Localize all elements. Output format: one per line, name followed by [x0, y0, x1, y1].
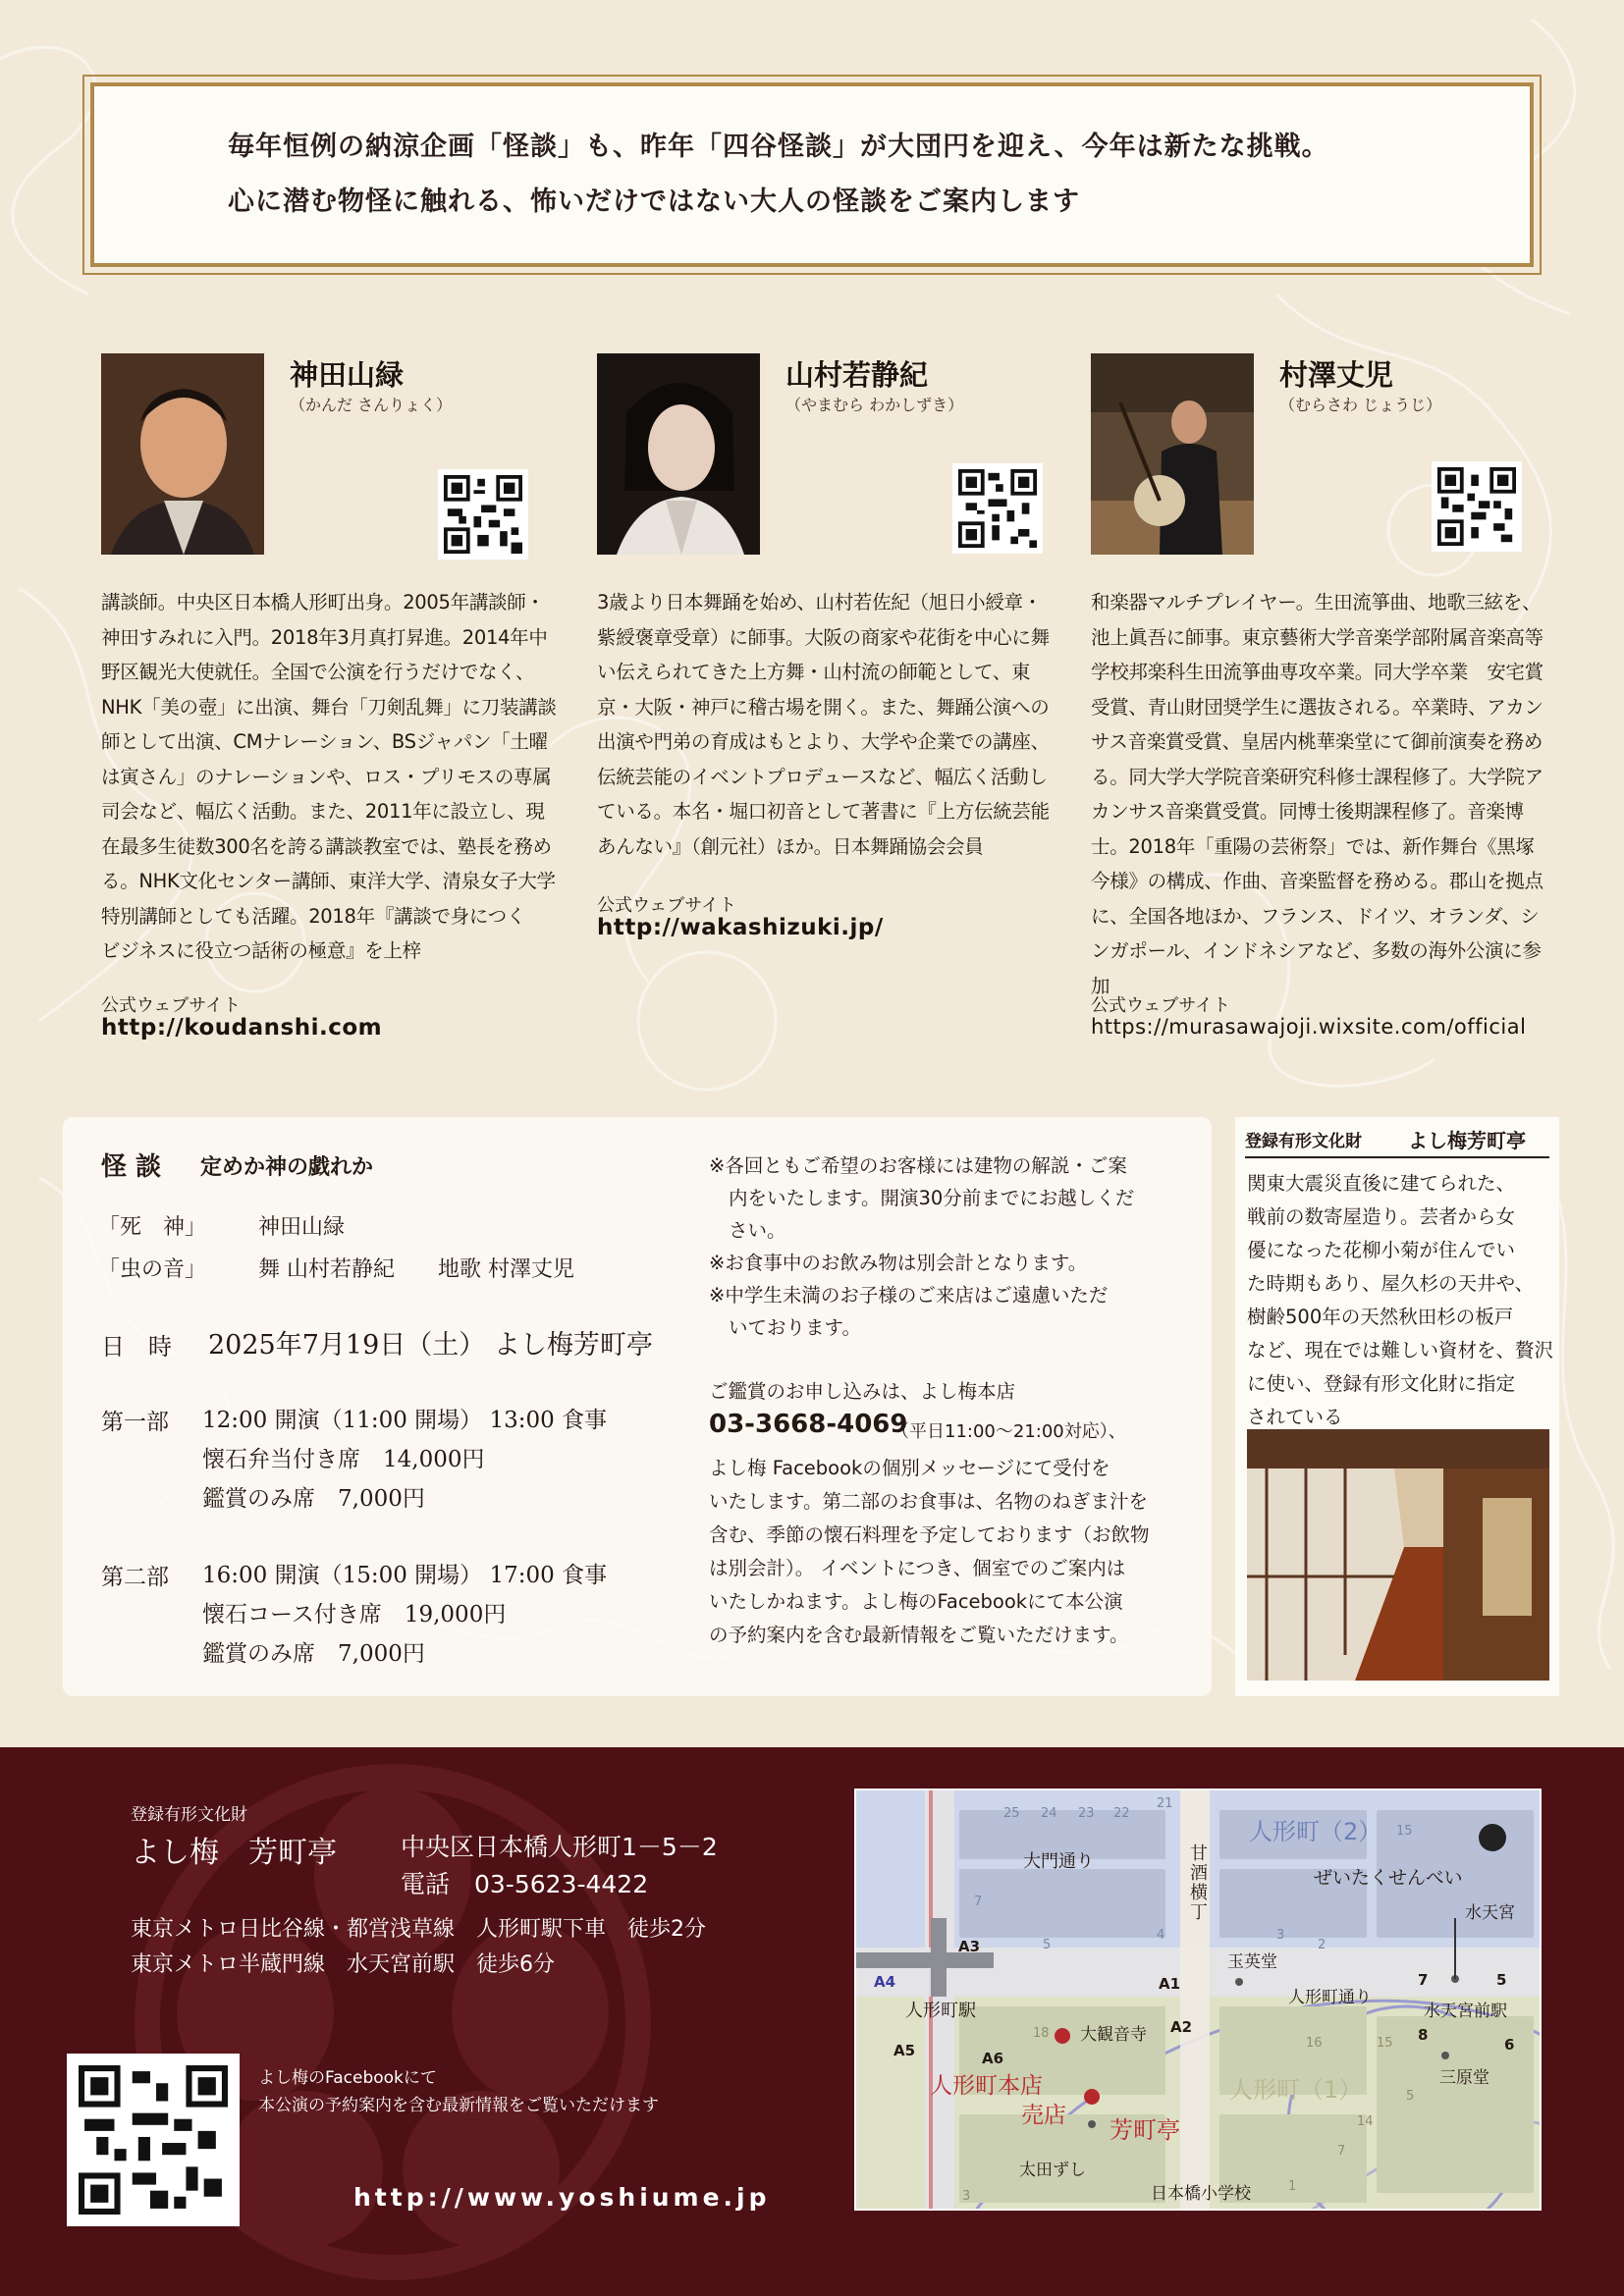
body-line-3: 含む、季節の懐石料理を予定しております（お飲物: [709, 1523, 1150, 1546]
phone-hours: （平日11:00～21:00対応）、: [892, 1421, 1126, 1442]
note-1b: 内をいたします。開演30分前までにお越しくだ: [729, 1187, 1135, 1209]
map-block-2: 2: [1318, 1938, 1326, 1952]
map-yoshimachi-tei: 芳町亭: [1110, 2116, 1180, 2144]
map-block-7b: 7: [1337, 2144, 1346, 2159]
program-subtitle: 定めか神の戯れか: [200, 1154, 374, 1180]
performer-photo: [1091, 353, 1254, 555]
divider: [1245, 1156, 1549, 1158]
apply-text: ご鑑賞のお申し込みは、よし梅本店: [709, 1380, 1016, 1403]
map-daikannonji: 大観音寺: [1080, 2025, 1147, 2045]
footer-address: 中央区日本橋人形町1－5－2: [401, 1833, 718, 1861]
footer-phone[interactable]: 電話 03-5623-4422: [401, 1870, 649, 1898]
map-block-5b: 5: [1406, 2089, 1415, 2104]
map-block-4: 4: [1157, 1928, 1165, 1943]
facebook-note-2: 本公演の予約案内を含む最新情報をご覧いただけます: [258, 2096, 659, 2115]
map-amazake-2: 酒: [1190, 1863, 1208, 1884]
map-zeitaku-senbei: ぜいたくせんべい: [1314, 1867, 1463, 1889]
map-amazake-3: 横: [1190, 1883, 1208, 1903]
performer-bio: 和楽器マルチプレイヤー。生田流箏曲、地歌三絃を、池上眞吾に師事。東京藝術大学音楽学部附属音楽高等学校邦楽科生田流箏曲専攻卒業。同大学卒業 安宅賞受賞、青山財団奨学生に選抜される。卒業時、アカンサス音楽賞受賞、皇居内桃華楽堂にて御前演奏を務める。同大学大学院音楽研究科修士課程修了。大学院アカンサス音楽賞受賞。同博士後期課程修了。音楽博士。2018年「重陽の芸術祭」では、新作舞台《黒塚今様》の構成、作曲、音楽監督を務める。郡山を拠点に、全国各地ほか、フランス、ドイツ、オランダ、シンガポール、インドネシアなど、多数の海外公演に参加: [1091, 591, 1543, 997]
map-amazake-4: 丁: [1190, 1902, 1208, 1923]
part-2-label: 第二部: [101, 1565, 169, 1590]
intro-line-2: 心に潜む物怪に触れる、怖いだけではない大人の怪談をご案内します: [228, 187, 1080, 217]
website-url[interactable]: http://www.yoshiume.jp: [353, 2183, 771, 2212]
map-exit-a4: A4: [874, 1973, 896, 1991]
website-link[interactable]: http://wakashizuki.jp/: [597, 915, 884, 940]
venue-line-1: 関東大震災直後に建てられた、: [1247, 1172, 1516, 1195]
map-ningyocho-dori: 人形町通り: [1288, 1988, 1372, 2007]
part-1-label: 第一部: [101, 1410, 169, 1435]
program-item-2-cast: 舞 山村若静紀 地歌 村澤丈児: [258, 1257, 574, 1282]
body-line-6: の予約案内を含む最新情報をご覧いただけます。: [709, 1624, 1129, 1646]
map-block-25: 25: [1003, 1806, 1020, 1821]
note-3a: ※中学生未満のお子様のご来店はご遠慮いただ: [709, 1284, 1109, 1307]
map-school: 日本橋小学校: [1151, 2184, 1251, 2204]
venue-card-tag: 登録有形文化財: [1245, 1132, 1362, 1151]
map-daimon-dori: 大門通り: [1023, 1851, 1094, 1872]
performer-photo: [101, 353, 264, 555]
map-block-5: 5: [1043, 1938, 1052, 1952]
map-exit-a6: A6: [982, 2050, 1004, 2067]
map-block-7: 7: [974, 1895, 983, 1909]
intro-line-1: 毎年恒例の納涼企画「怪談」も、昨年「四谷怪談」が大団円を迎え、今年は新たな挑戦。: [228, 132, 1329, 162]
venue-line-2: 戦前の数寄屋造り。芸者から女: [1247, 1205, 1516, 1228]
venue-card: [1235, 1117, 1559, 1696]
date-value: 2025年7月19日（土） よし梅芳町亭: [208, 1330, 653, 1361]
part-2-seat-2: 鑑賞のみ席 7,000円: [202, 1641, 425, 1667]
part-1-time: 12:00 開演（11:00 開場） 13:00 食事: [202, 1408, 608, 1433]
venue-line-7: に使い、登録有形文化財に指定: [1247, 1372, 1516, 1395]
body-line-4: は別会計）。 イベントにつき、個室でのご案内は: [709, 1557, 1126, 1579]
map-exit-6: 6: [1504, 2036, 1515, 2054]
part-2-seat-1: 懐石コース付き席 19,000円: [202, 1602, 507, 1628]
intro-box: [90, 82, 1534, 267]
map-block-3: 3: [1276, 1928, 1285, 1943]
map-exit-a5: A5: [893, 2042, 916, 2059]
map-block-24: 24: [1041, 1806, 1057, 1821]
map-honten: 人形町本店: [930, 2073, 1043, 2099]
body-line-2: いたします。第二部のお食事は、名物のねぎま汁を: [709, 1490, 1148, 1513]
map-amazake-1: 甘: [1190, 1843, 1208, 1864]
website-link[interactable]: https://murasawajoji.wixsite.com/official: [1091, 1015, 1527, 1039]
program-item-1-title: 「死 神」: [98, 1215, 207, 1240]
site-label: 公式ウェブサイト: [1091, 995, 1231, 1016]
facebook-qr-code[interactable]: [67, 2054, 240, 2226]
map-sanbara-do: 三原堂: [1439, 2068, 1489, 2088]
map-suitengu: 水天宮: [1465, 1903, 1515, 1923]
footer-venue-name: よし梅 芳町亭: [131, 1836, 337, 1870]
corridor-photo: [1247, 1429, 1549, 1681]
map-area-1: 人形町（1）: [1229, 2076, 1363, 2104]
venue-line-3: 優になった花柳小菊が住んでい: [1247, 1239, 1516, 1261]
map-block-15: 15: [1396, 1824, 1413, 1839]
performer-bio: 講談師。中央区日本橋人形町出身。2005年講談師・神田すみれに入門。2018年3月真打昇進。2014年中野区観光大使就任。全国で公演を行うだけでなく、NHK「美の壺」に出演、舞台「刀剣乱舞」に刀装講談師として出演、CMナレーション、BSジャパン「土曜は寅さん」のナレーションや、ロス・プリモスの専属司会など、幅広く活動。また、2011年に設立し、現在最多生徒数300名を誇る講談教室では、塾長を務める。NHK文化センター講師、東洋大学、清泉女子大学特別講師としても活躍。2018年『講談で身につく ビジネスに役立つ話術の極意』を上梓: [101, 591, 557, 962]
performer-name: 神田山緑: [290, 358, 405, 392]
part-2-time: 16:00 開演（15:00 開場） 17:00 食事: [202, 1563, 608, 1588]
map-exit-a3: A3: [958, 1938, 981, 1955]
website-link[interactable]: http://koudanshi.com: [101, 1015, 383, 1041]
date-label: 日 時: [101, 1333, 172, 1361]
note-1a: ※各回ともご希望のお客様には建物の解説・ご案: [709, 1154, 1127, 1177]
map-suitengumae-station: 水天宮前駅: [1424, 2002, 1507, 2021]
site-label: 公式ウェブサイト: [101, 995, 242, 1016]
performer-name: 山村若静紀: [785, 358, 929, 392]
performer-photo: [597, 353, 760, 555]
map-gyokueido: 玉英堂: [1227, 1952, 1277, 1972]
venue-line-5: 樹齢500年の天然秋田杉の板戸: [1247, 1306, 1514, 1328]
venue-line-8: されている: [1247, 1406, 1343, 1428]
qr-code[interactable]: [952, 463, 1043, 554]
map-block-15b: 15: [1377, 2036, 1393, 2051]
map-block-14: 14: [1357, 2114, 1374, 2129]
map-ota-zushi: 太田ずし: [1019, 2161, 1086, 2180]
program-item-1-cast: 神田山緑: [258, 1215, 346, 1240]
map-exit-7: 7: [1418, 1971, 1429, 1989]
footer-access-2: 東京メトロ半蔵門線 水天宮前駅 徒歩6分: [131, 1952, 555, 1977]
map-ningyocho-station: 人形町駅: [905, 2001, 976, 2021]
note-3b: いております。: [729, 1316, 861, 1339]
body-line-5: いたしかねます。よし梅のFacebookにて本公演: [709, 1590, 1123, 1613]
map-block-3b: 3: [962, 2189, 971, 2204]
access-map[interactable]: [854, 1789, 1542, 2211]
note-2: ※お食事中のお飲み物は別会計となります。: [709, 1252, 1088, 1274]
map-block-18: 18: [1033, 2026, 1050, 2041]
map-area-2: 人形町（2）: [1249, 1818, 1382, 1845]
qr-code[interactable]: [438, 469, 528, 560]
map-block-23: 23: [1078, 1806, 1095, 1821]
map-block-22: 22: [1113, 1806, 1130, 1821]
program-item-2-title: 「虫の音」: [98, 1257, 207, 1282]
map-baiten: 売店: [1021, 2103, 1066, 2128]
map-block-21: 21: [1157, 1796, 1173, 1811]
body-line-1: よし梅 Facebookの個別メッセージにて受付を: [709, 1457, 1110, 1479]
venue-line-4: た時期もあり、屋久杉の天井や、: [1247, 1272, 1535, 1295]
part-1-seat-1: 懐石弁当付き席 14,000円: [202, 1447, 485, 1472]
performer-reading: （かんだ さんりょく）: [290, 396, 453, 414]
performer-bio: 3歳より日本舞踊を始め、山村若佐紀（旭日小綬章・紫綬褒章受章）に師事。大阪の商家や花街を中心に舞い伝えられてきた上方舞・山村流の師範として、東京・大阪・神戸に稽古場を開く。また、舞踊公演への出演や門弟の育成はもとより、大学や企業での講座、伝統芸能のイベントプロデュースなど、幅広く活動している。本名・堀口初音として著書に『上方伝統芸能あんない』（創元社）ほか。日本舞踊協会会員: [597, 591, 1050, 858]
performer-reading: （むらさわ じょうじ）: [1279, 396, 1442, 414]
reservation-phone[interactable]: 03-3668-4069: [709, 1410, 908, 1439]
site-label: 公式ウェブサイト: [597, 895, 737, 916]
venue-line-6: など、現在では難しい資材を、贅沢: [1247, 1339, 1554, 1362]
facebook-note-1: よし梅のFacebookにて: [258, 2068, 437, 2088]
performer-name: 村澤丈児: [1279, 358, 1394, 392]
performer-reading: （やまむら わかしずき）: [785, 396, 964, 414]
map-exit-5: 5: [1496, 1971, 1507, 1989]
program-title: 怪 談: [101, 1152, 162, 1182]
footer-tag: 登録有形文化財: [131, 1805, 247, 1825]
qr-code[interactable]: [1432, 461, 1522, 552]
map-exit-8: 8: [1418, 2026, 1429, 2044]
map-exit-a2: A2: [1170, 2018, 1193, 2036]
part-1-seat-2: 鑑賞のみ席 7,000円: [202, 1486, 425, 1512]
venue-card-name: よし梅芳町亭: [1408, 1129, 1526, 1152]
footer-access-1: 東京メトロ日比谷線・都営浅草線 人形町駅下車 徒歩2分: [131, 1917, 706, 1942]
map-exit-a1: A1: [1159, 1975, 1181, 1993]
note-1c: さい。: [729, 1219, 786, 1242]
map-block-16: 16: [1306, 2036, 1323, 2051]
map-block-1: 1: [1288, 2179, 1297, 2194]
